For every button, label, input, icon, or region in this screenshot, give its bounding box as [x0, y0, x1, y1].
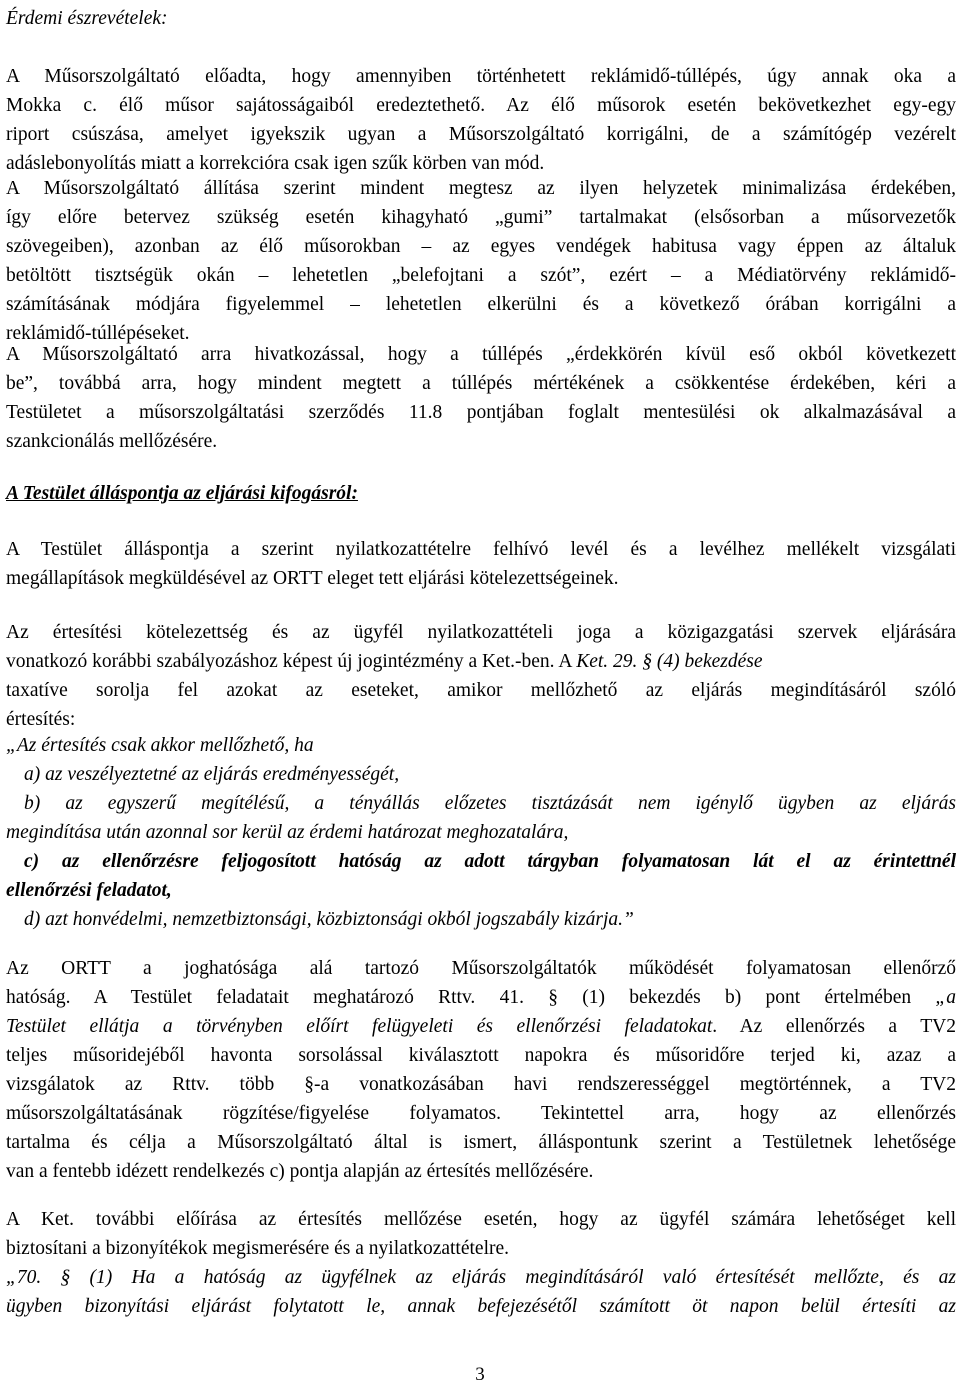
text-line: szövegeiben), azonban az élő műsorokban – az egyes vendégek habitusa vagy éppen az általuk [6, 236, 956, 257]
heading-text: A Testület álláspontja az eljárási kifogásról: [6, 483, 358, 504]
text-line: van a fentebb idézett rendelkezés c) pontja alapján az értesítés mellőzésére. [6, 1161, 594, 1182]
legal-quote-ket-70 [6, 1263, 956, 1321]
text-line: megállapítások megküldésével az ORTT eleget tett eljárási kötelezettségeinek. [6, 568, 619, 589]
text-line: teljes műsoridejéből havonta sorsolással kiválasztott napokra és műsoridőre terjed ki, azaz a [6, 1045, 956, 1066]
quote-point-a: a) az veszélyeztetné az eljárás eredményességét, [24, 764, 400, 785]
quote-start: „a [935, 987, 956, 1008]
text-run: vonatkozó korábbi szabályozáshoz képest új jogintézmény a Ket.-ben. A [6, 651, 577, 672]
text-line: értesítés: [6, 709, 76, 730]
text-line: Az értesítési kötelezettség és az ügyfél nyilatkozattételi joga a közigazgatási szervek eljárására [6, 622, 956, 643]
quote-intro: „Az értesítés csak akkor mellőzhető, ha [6, 735, 314, 756]
quote-point-b-cont: megindítása után azonnal sor kerül az érdemi határozat meghozatalára, [6, 822, 569, 843]
text-line: A Ket. további előírása az értesítés mellőzése esetén, hogy az ügyfél számára lehetőséget kell [6, 1209, 956, 1230]
text-line: be”, továbbá arra, hogy mindent megtett a túllépés mértékének a csökkentése érdekében, kéri a [6, 373, 956, 394]
text-line: A Műsorszolgáltató előadta, hogy amennyiben történhetett reklámidő-túllépés, úgy annak oka a [6, 66, 956, 87]
quote-point-c: c) az ellenőrzésre feljogosított hatóság az adott tárgyban folyamatosan lát el az érintettnél [24, 851, 956, 872]
section-heading-board-position [6, 479, 956, 508]
text-line: műsorszolgáltatásának rögzítése/figyelése folyamatos. Tekintettel arra, hogy az ellenőrzés [6, 1103, 956, 1124]
legal-reference: Ket. 29. § (4) bekezdése [576, 651, 763, 672]
text-line: számításának módjára figyelemmel – lehetetlen elkerülni és a következő órában korrigálni a [6, 294, 956, 315]
quoted-text: Testület ellátja a törvényben előírt felügyeleti és ellenőrzési feladatokat [6, 1016, 713, 1037]
text-line: taxatíve sorolja fel azokat az eseteket, amikor mellőzhető az eljárás megindításáról szóló [6, 680, 956, 701]
section-heading-merits [6, 4, 956, 33]
legal-quote-ket-29 [6, 731, 956, 934]
text-line: A Műsorszolgáltató arra hivatkozással, hogy a túllépés „érdekkörén kívül eső okból következett [6, 344, 956, 365]
page-number: 3 [475, 1364, 485, 1385]
text-line: A Testület álláspontja a szerint nyilatkozattételre felhívó levél és a levélhez mellékelt vizsgálati [6, 539, 956, 560]
text-line [6, 647, 956, 676]
text-line: vizsgálatok az Rttv. több §-a vonatkozásában havi rendszerességgel megtörténnek, a TV2 [6, 1074, 956, 1095]
heading-text: Érdemi észrevételek: [6, 8, 168, 29]
paragraph-ket-further [6, 1205, 956, 1263]
paragraph-ortt-supervision [6, 954, 956, 1186]
text-line: így előre betervez szükség esetén kihagyható „gumi” tartalmakat (elsősorban a műsorvezetők [6, 207, 956, 228]
paragraph-board-position [6, 535, 956, 593]
text-line: riport csúszása, amelyet igyekszik ugyan a Műsorszolgáltató korrigálni, de a számítógép vezérelt [6, 124, 956, 145]
text-line: „70. § (1) Ha a hatóság az ügyfélnek az eljárás megindításáról való értesítését mellőzte, és az [6, 1267, 956, 1288]
text-line: adáslebonyolítás miatt a korrekcióra csak igen szűk körben van mód. [6, 153, 545, 174]
text-line [6, 983, 956, 1012]
quote-point-b: b) az egyszerű megítélésű, a tényállás előzetes tisztázását nem igénylő ügyben az eljárás [24, 793, 956, 814]
paragraph-provider-request [6, 340, 956, 456]
text-line: szankcionálás mellőzésére. [6, 431, 218, 452]
text-line: reklámidő-túllépéseket. [6, 323, 190, 344]
text-line: A Műsorszolgáltató állítása szerint mindent megtesz az ilyen helyzetek minimalizása érdekében, [6, 178, 956, 199]
quote-point-d: d) azt honvédelmi, nemzetbiztonsági, közbiztonsági okból jogszabály kizárja.” [24, 909, 634, 930]
text-line: Mokka c. élő műsor sajátosságaiból eredeztethető. Az élő műsorok esetén bekövetkezhet egy-egy [6, 95, 956, 116]
text-line: ügyben bizonyítási eljárást folytatott le, annak befejezésétől számított öt napon belül értesíti az [6, 1296, 956, 1317]
text-line: tartalma és célja a Műsorszolgáltató által is ismert, álláspontunk szerint a Testületnek lehetősége [6, 1132, 956, 1153]
text-line: biztosítani a bizonyítékok megismerésére és a nyilatkozattételre. [6, 1238, 510, 1259]
text-line: Az ORTT a joghatósága alá tartozó Műsorszolgáltatók működését folyamatosan ellenőrző [6, 958, 956, 979]
text-run: . Az ellenőrzés a TV2 [712, 1016, 957, 1037]
paragraph-provider-argument [6, 62, 956, 178]
text-line [6, 1012, 956, 1041]
paragraph-provider-claims [6, 174, 956, 348]
paragraph-notification-duty [6, 618, 956, 734]
text-run: hatóság. A Testület feladatait meghatározó Rttv. 41. § (1) bekezdés b) pont értelmében [6, 987, 936, 1008]
text-line: Testületet a műsorszolgáltatási szerződés 11.8 pontjában foglalt mentesülési ok alkalmazásával a [6, 402, 956, 423]
text-line: betöltött tisztségük okán – lehetetlen „belefojtani a szót”, ezért – a Médiatörvény reklámidő- [6, 265, 956, 286]
quote-point-c-cont: ellenőrzési feladatot, [6, 880, 172, 901]
